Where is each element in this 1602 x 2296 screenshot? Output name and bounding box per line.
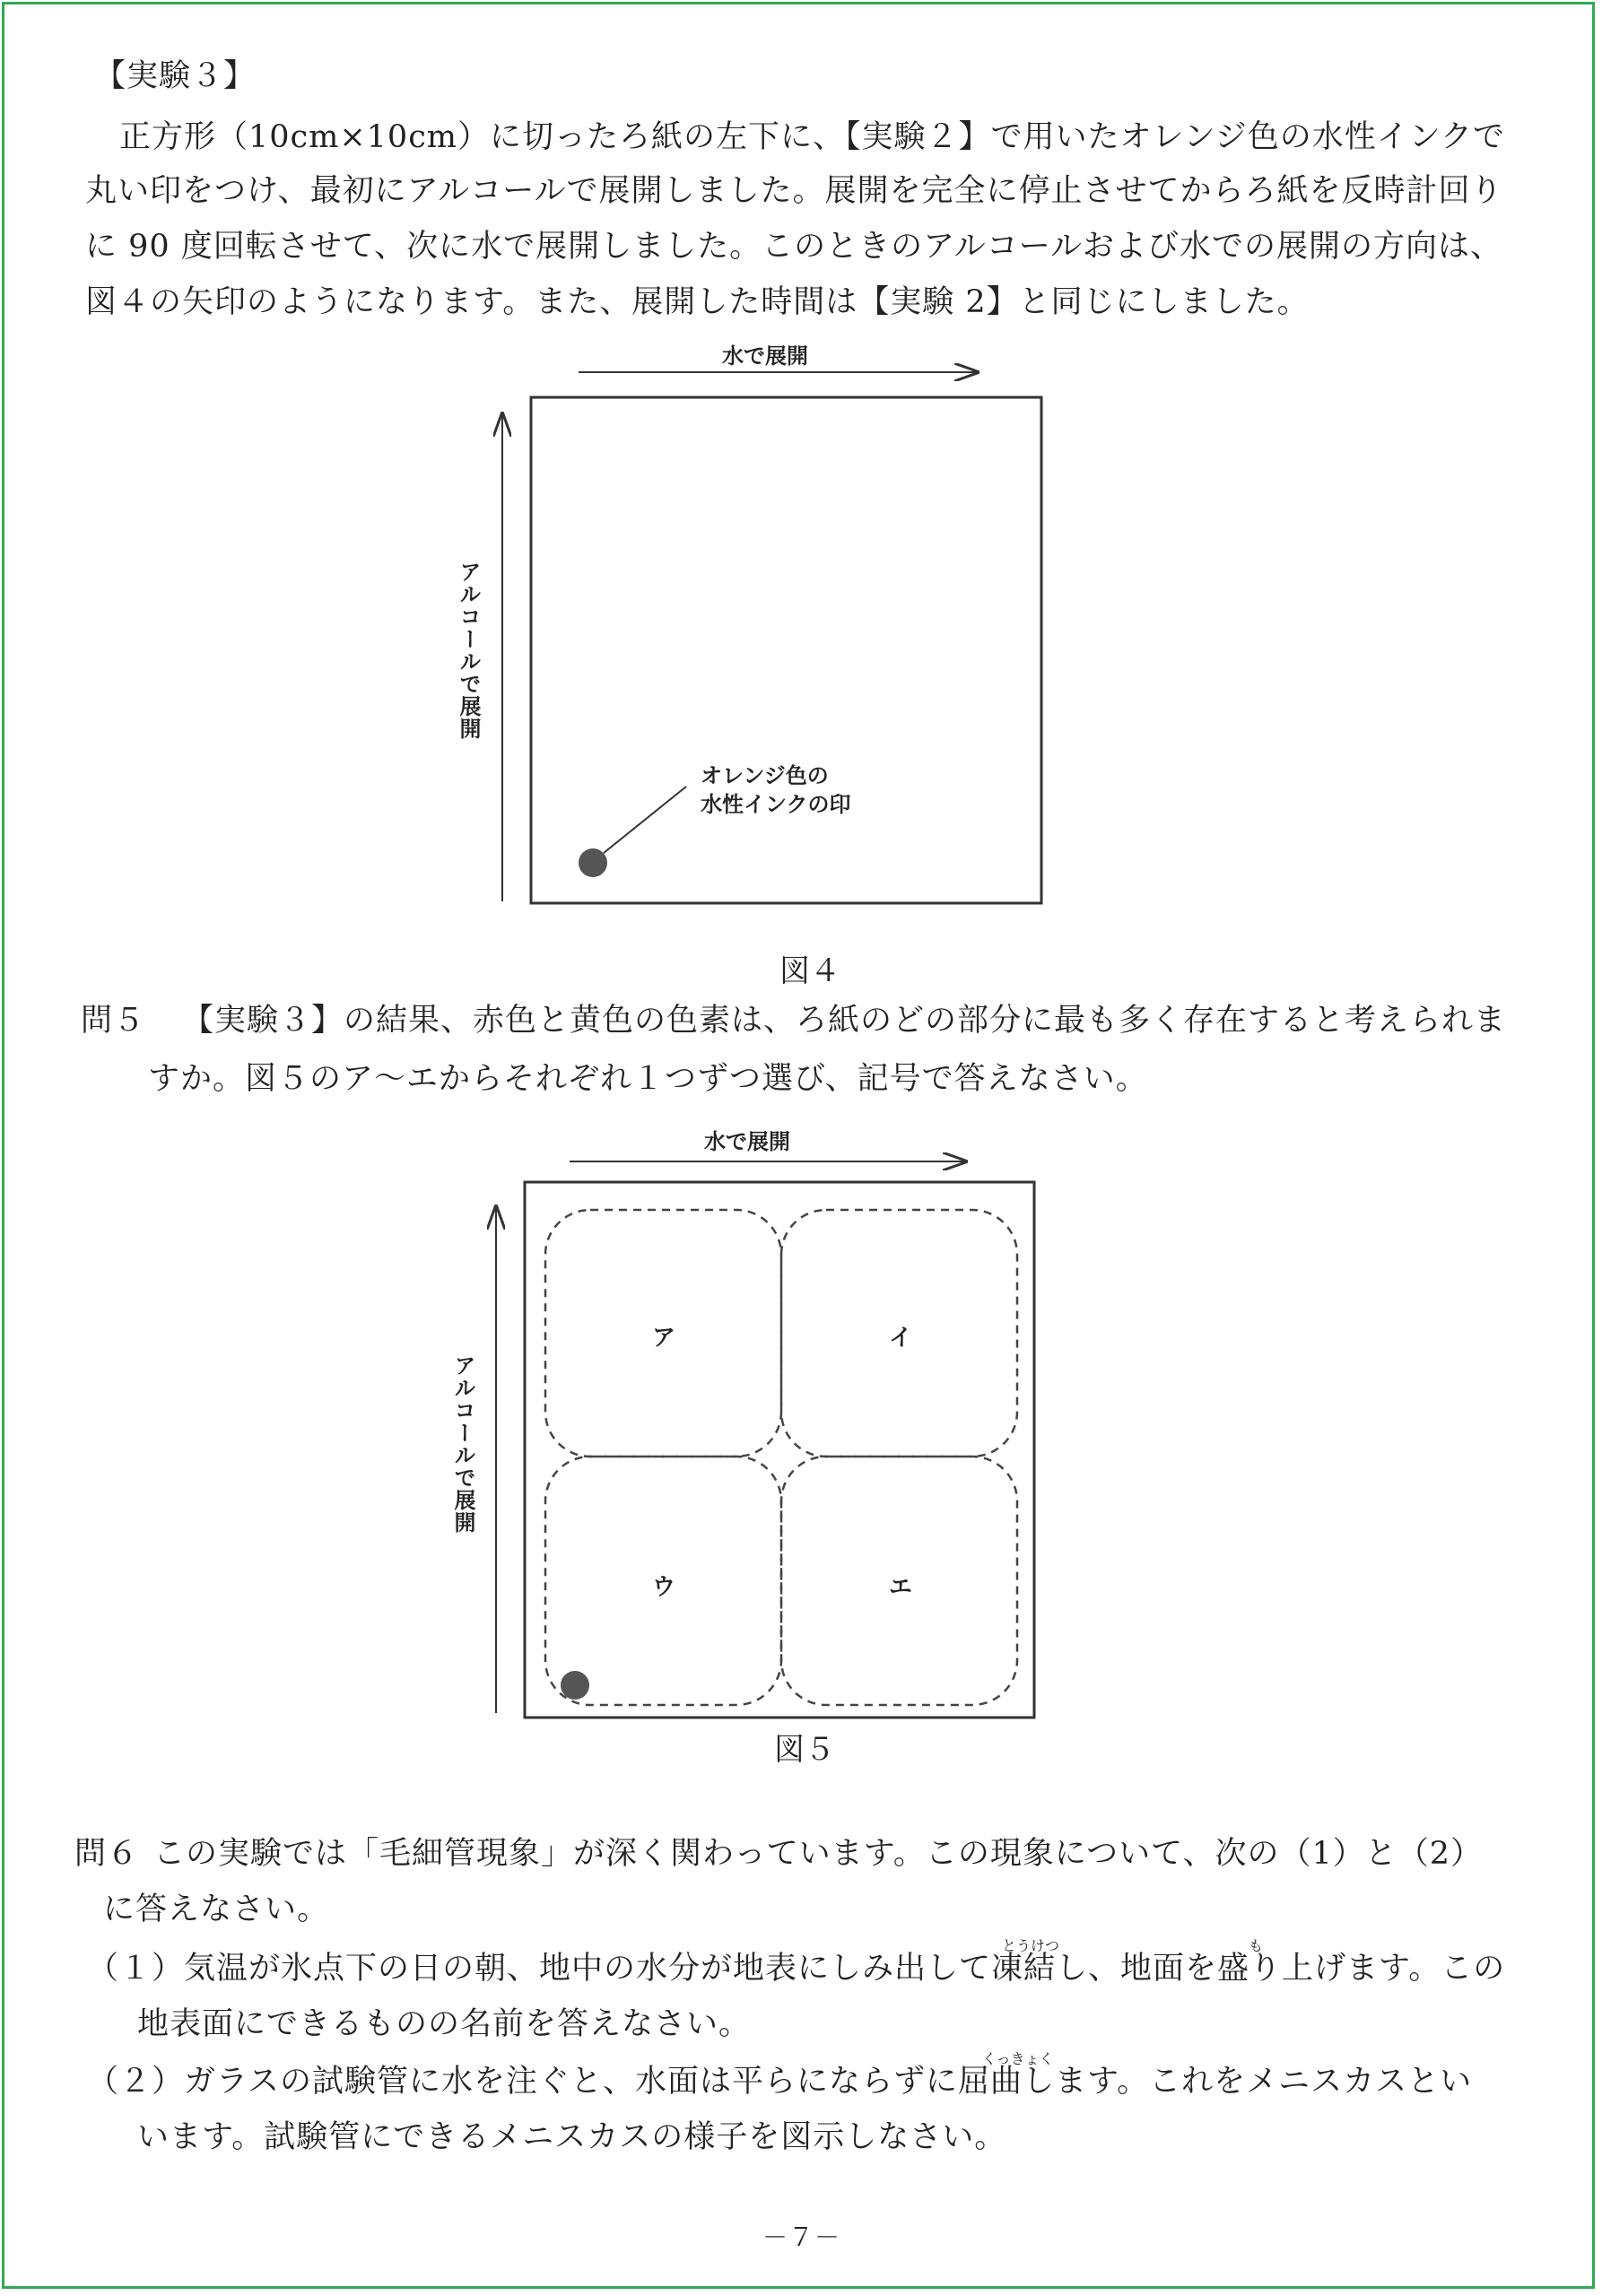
page bbox=[2, 2, 1595, 2289]
question6-sub1-line-1: （１）気温が氷点下の日の朝、地中の水分が地表にしみ出して凍結し、地面を盛り上げます。この bbox=[87, 1951, 1506, 1987]
experiment3-line-2: 丸い印をつけ、最初にアルコールで展開しました。展開を完全に停止させてからろ紙を反時計回り bbox=[85, 173, 1503, 209]
figure4-water-label: 水で展開 bbox=[722, 344, 808, 369]
experiment3-line-1: 正方形（10cm×10cm）に切ったろ紙の左下に、【実験２】で用いたオレンジ色の水性インクで bbox=[119, 119, 1506, 155]
question5-number: 問５ bbox=[81, 1003, 146, 1039]
figure4-diagram bbox=[4, 4, 1598, 991]
figure4-leader-line bbox=[604, 787, 686, 853]
figure5-caption: 図５ bbox=[774, 1732, 835, 1768]
question6-sub1-line-2: 地表面にできるものの名前を答えなさい。 bbox=[137, 2006, 752, 2042]
figure4-caption: 図４ bbox=[779, 953, 840, 989]
question5-line-2: すか。図５のア～エからそれぞれ１つずつ選び、記号で答えなさい。 bbox=[148, 1061, 1148, 1097]
experiment3-line-3: に 90 度回転させて、次に水で展開しました。このときのアルコールおよび水での展開の方向は、 bbox=[85, 229, 1502, 265]
figure5-filter-paper bbox=[525, 1182, 1034, 1718]
ruby-kukkyoku: くっきょく bbox=[982, 2050, 1054, 2067]
figure4-alcohol-label: アルコールで展開 bbox=[456, 561, 481, 740]
ruby-mo: も bbox=[1249, 1937, 1264, 1954]
experiment3-line-4: 図４の矢印のようになります。また、展開した時間は【実験 2】と同じにしました。 bbox=[85, 284, 1310, 320]
question6-line-2: に答えなさい。 bbox=[103, 1892, 330, 1927]
figure4-ink-label-1: オレンジ色の bbox=[701, 763, 829, 788]
region-a-label: ア bbox=[652, 1325, 676, 1352]
region-e-label: エ bbox=[889, 1574, 913, 1601]
figure5-diagram bbox=[4, 1081, 1598, 1762]
question6-number: 問６ bbox=[74, 1836, 140, 1872]
region-u-label: ウ bbox=[652, 1574, 676, 1601]
question6-sub2-line-2: います。試験管にできるメニスカスの様子を図示しなさい。 bbox=[137, 2119, 1007, 2155]
page-number: －７－ bbox=[762, 2222, 841, 2252]
figure4-ink-dot bbox=[579, 848, 607, 877]
question5-line-1: 【実験３】の結果、赤色と黄色の色素は、ろ紙のどの部分に最も多く存在すると考えられま bbox=[182, 1003, 1507, 1039]
figure5-alcohol-label: アルコールで展開 bbox=[450, 1354, 475, 1534]
experiment3-heading: 【実験３】 bbox=[94, 58, 257, 94]
question6-line-1: この実験では「毛細管現象」が深く関わっています。この現象について、次の（1）と（2） bbox=[153, 1836, 1483, 1872]
figure4-filter-paper bbox=[531, 397, 1041, 903]
question6-sub2-line-1: （２）ガラスの試験管に水を注ぐと、水面は平らにならずに屈曲します。これをメニスカスとい bbox=[87, 2064, 1473, 2100]
figure5-water-label: 水で展開 bbox=[704, 1129, 790, 1154]
ruby-touketsu: とうけつ bbox=[1002, 1937, 1060, 1954]
region-i-label: イ bbox=[889, 1325, 913, 1352]
figure4-ink-label-2: 水性インクの印 bbox=[701, 792, 851, 817]
figure5-ink-dot bbox=[561, 1671, 589, 1700]
